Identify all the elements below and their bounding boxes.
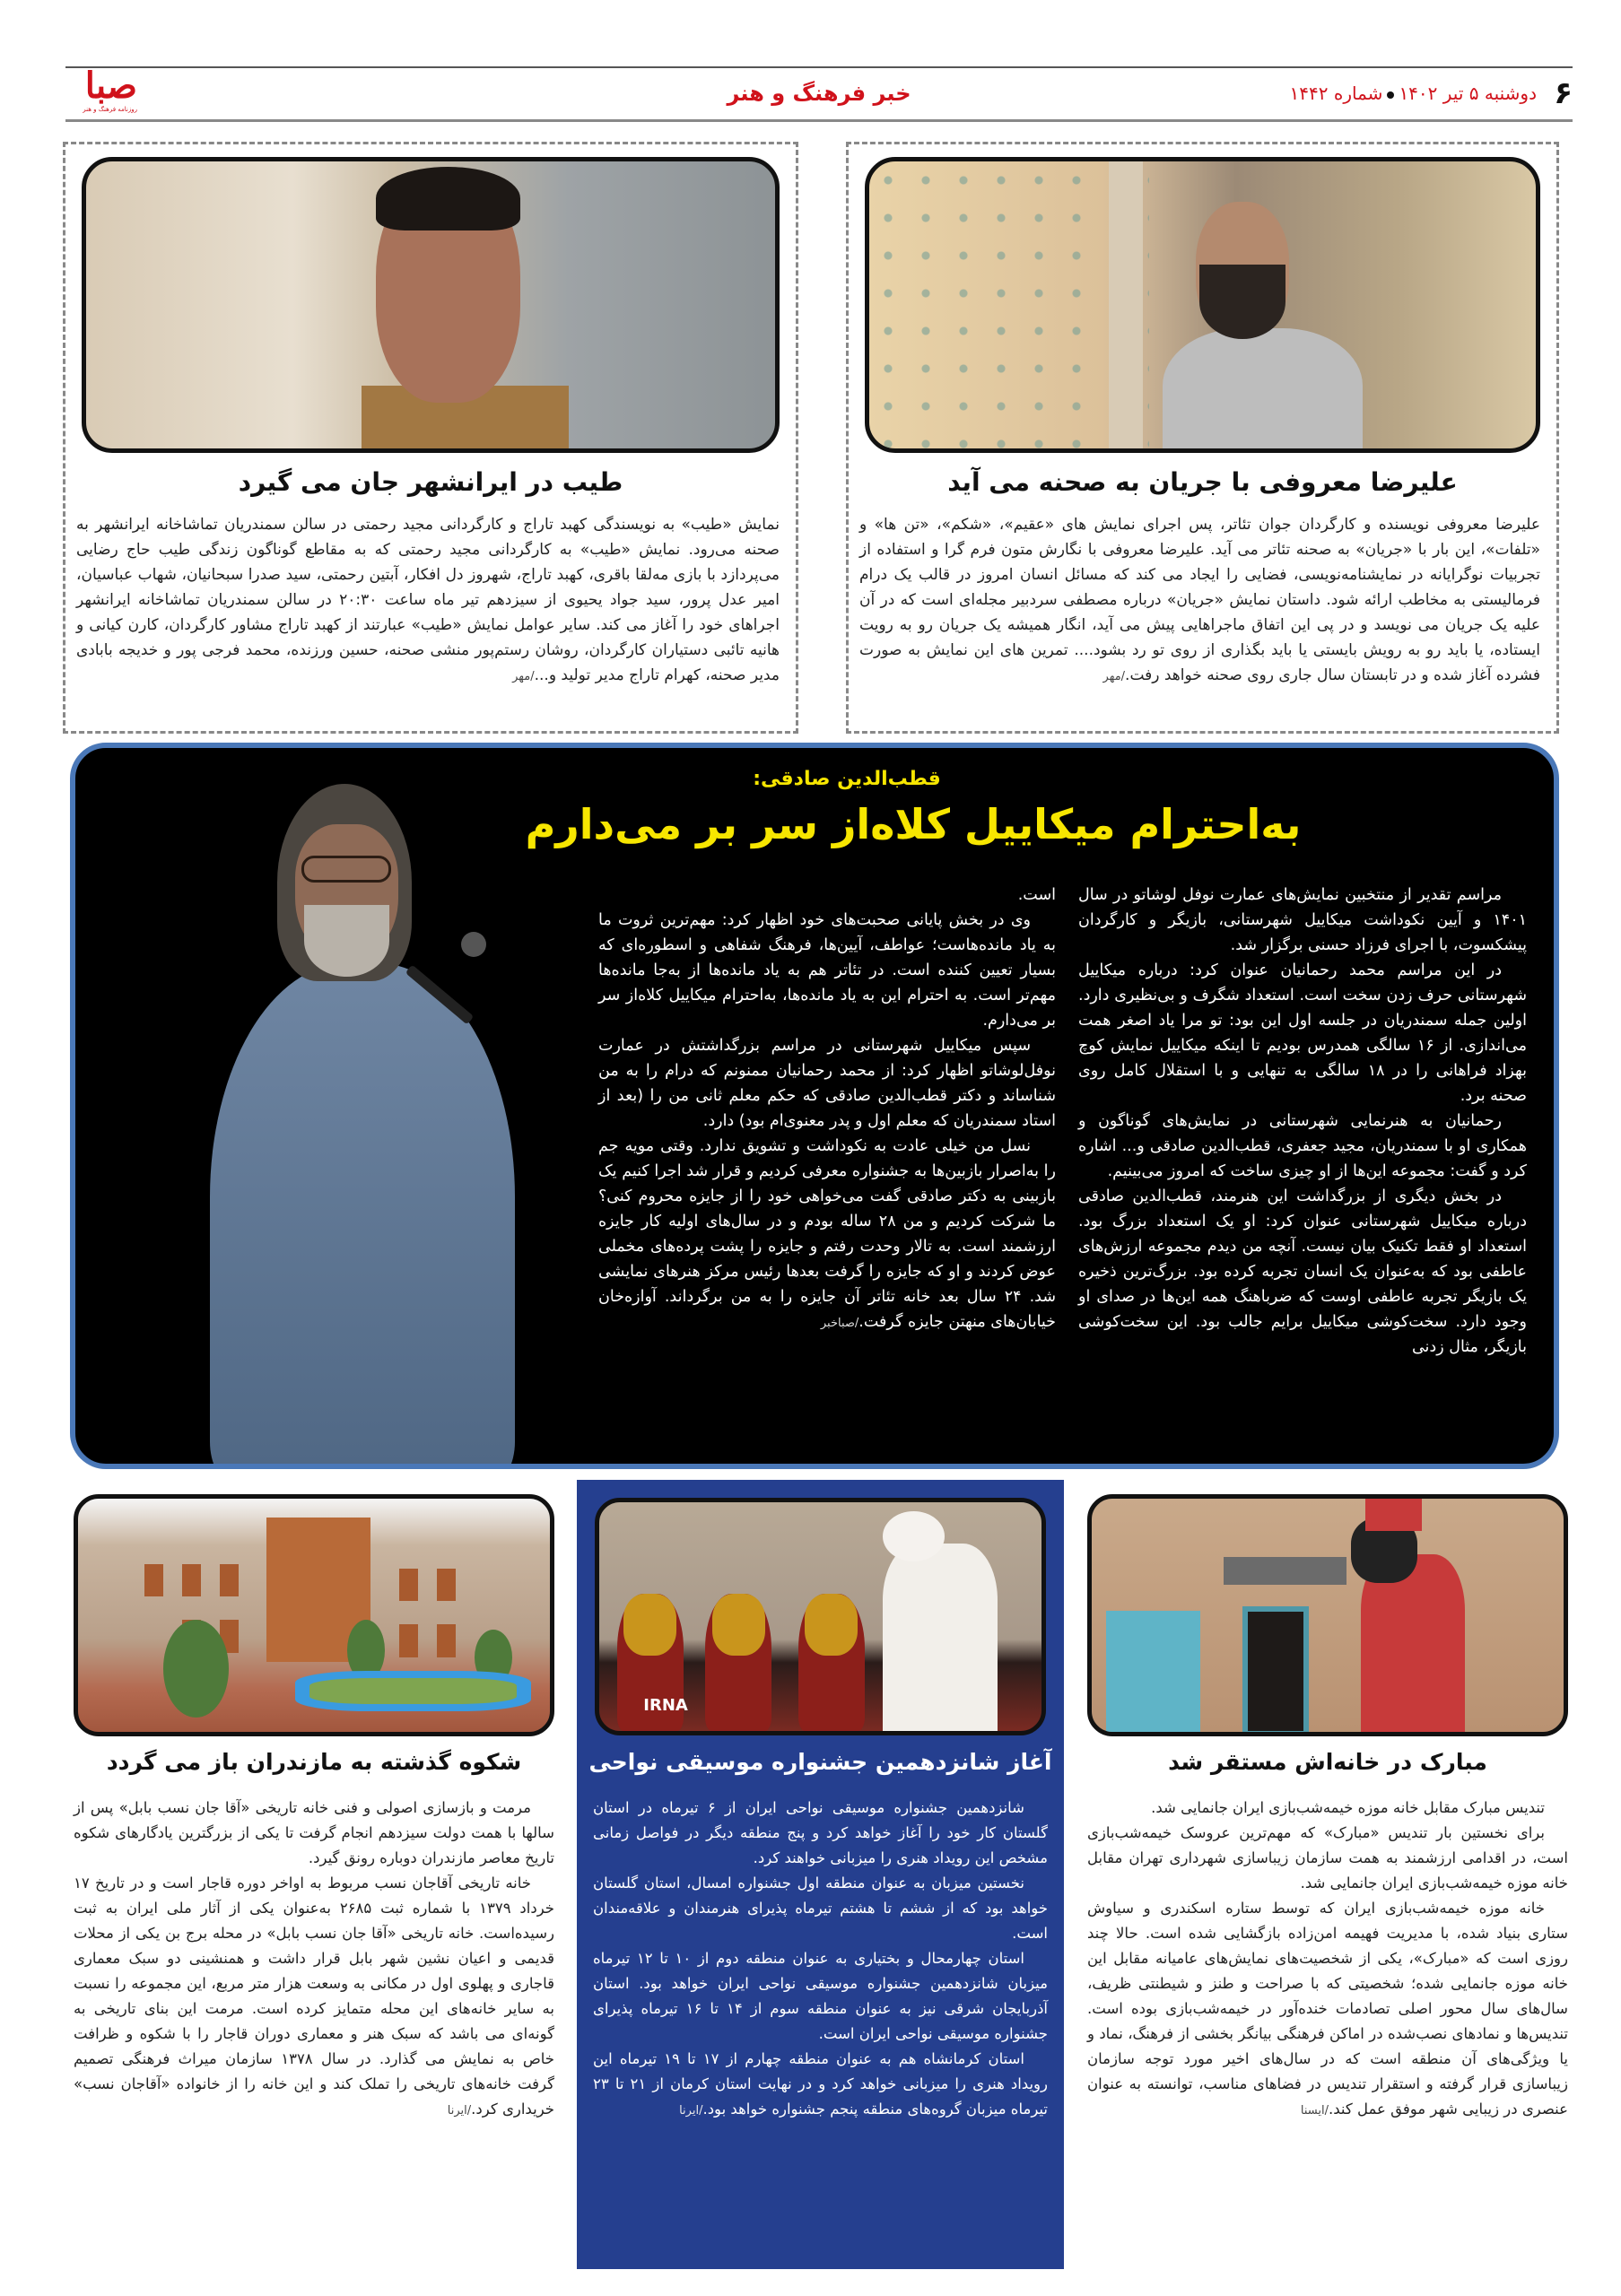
feature-kicker: قطب‌الدین صادقی: — [753, 768, 941, 790]
page-number: ۶ — [1554, 75, 1573, 111]
photo-alireza-marufi — [865, 157, 1540, 453]
newspaper-logo[interactable] — [65, 66, 137, 117]
article-body: نمایش «طیب» به نویسندگی کهبد تاراج و کارگردانی مجید رحمتی در سالن سمندریان تماشاخانه ایرانشهر به صحنه می‌رود. نمایش «طیب» به کارگردانی مجید رحمتی که به مقاطع گوناگون زندگی طیب حاج رضایی می‌پردازد با بازی مه‌لقا باقری، کهبد تاراج، شهروز دل افکار، آبتین رحمتی، سید صدرا سبحانیان، شهاب عباسیان، امیر عدل پرور، سید جواد یحیوی از سیزدهم تیر ماه ساعت ۲۰:۳۰ در سالن سمندریان تماشاخانه ایرانشهر اجراهای خود را آغاز می کند. سایر عوامل نمایش «طیب» عبارتند از کهبد تاراج مشاور کارگردان، کارن کیانی و هانیه تائبی دستیاران کارگردان، روشان رستم‌پور منشی صحنه، حسین ورزنده، محمد فرجی پور و خدیجه بابادی مدیر صحنه، کهرام تاراج مدیر تولید و.../مهر — [76, 516, 780, 684]
article-mobarak — [1076, 1480, 1579, 2269]
issue-date: دوشنبه ۵ تیر ۱۴۰۲ — [1399, 83, 1537, 104]
article-title: شکوه گذشته به مازندران باز می گردد — [106, 1749, 522, 1775]
logo-tagline: روزنامه فرهنگ و هنر — [83, 106, 137, 113]
issue-number: شماره ۱۴۴۲ — [1289, 83, 1383, 104]
article-source: /ایسنا — [1300, 2104, 1329, 2118]
photo-credit-logo: IRNA — [643, 1696, 688, 1716]
article-body: علیرضا معروفی نویسنده و کارگردان جوان تئاتر، پس اجرای نمایش های «عقیم»، «شکم»، «تن ها» و «تلفات»، این بار با «جریان» به صحنه تئاتر می آید. علیرضا معروفی با نگارش متون فرم گرا و استفاده از تجربیات نوگرایانه در نمایشنامه‌نویسی، فضایی را ایجاد می کند که مسائل انسان امروز در قالب یک درام فرمالیستی به مخاطب ارائه شود. داستان نمایش «جریان» درباره مصطفی سردبیر مجله‌ای است که در آن علیه یک جریان می نویسد و در پی این اتفاق ماجراهایی پیش می آید، انگار همیشه یک جریان رو به رویت ایستاده، یا باید رو به رویش بایستی یا باید بگذاری از روی تو رد بشود.... تمرین های این نمایش به صورت فشرده آغاز شده و در تابستان سال جاری روی صحنه خواهد رفت./مهر — [859, 516, 1540, 684]
article-source: /ایرنا — [679, 2104, 703, 2118]
article-body: مرمت و بازسازی اصولی و فنی خانه تاریخی «آقا جان نسب بابل» پس از سالها با همت دولت سیزدهم انجام گرفت تا یکی از بزرگترین یادگارهای شکوه تاریخ معاصر مازندران دوباره رونق گیرد. خانه تاریخی آقاجان نسب مربوط به اواخر دوره قاجار است و در تاریخ ۱۷ خرداد ۱۳۷۹ با شماره ثبت ۲۶۸۵ به‌عنوان یکی از آثار ملی ایران به ثبت رسیده‌است. خانه تاریخی «آقا جان نسب بابل» در محله برج بن یکی از محلات قدیمی و اعیان نشین شهر بابل قرار داشت و همنشینی دو سبک معماری قاجاری و پهلوی اول در مکانی به وسعت هزار متر مربع، این مجموعه را نسبت به سایر خانه‌های این محله متمایز کرده است. مرمت این بنای تاریخی به گونه‌ای می باشد که سبک هنر و معماری دوران قاجار را با شکوه و ظرافت خاص به نمایش می گذارد. در سال ۱۳۷۸ سازمان میراث فرهنگی تصمیم گرفت خانه‌های تاریخی را تملک کند و این خانه را از خانواده «آقاجان نسب» خریداری کرد./ایرنا — [74, 1799, 555, 2118]
article-body: شانزدهمین جشنواره موسیقی نواحی ایران از ۶ تیرماه در استان گلستان کار خود را آغاز خواهد کرد و پنج منطقه دیگر در فواصل زمانی مشخص این رویداد هنری را میزبانی خواهند کرد. نخستین میزبان به عنوان منطقه اول جشنواره امسال، استان گلستان خواهد بود که از ششم تا هشتم تیرماه پذیرای هنرمندان و علاقه‌مندان است. استان چهارمحال و بختیاری به عنوان منطقه دوم از ۱۰ تا ۱۲ تیرماه میزبان شانزدهمین جشنواره موسیقی نواحی ایران خواهد بود. استان آذربایجان شرقی نیز به عنوان منطقه سوم از ۱۴ تا ۱۶ تیرماه پذیرای جشنواره موسیقی نواحی ایران است. استان کرمانشاه هم به عنوان منطقه چهارم از ۱۷ تا ۱۹ تیرماه این رویداد هنری را میزبانی خواهد کرد و در نهایت استان کرمان از ۲۱ تا ۲۳ تیرماه میزبان گروه‌های منطقه پنجم جشنواره خواهد بود./ایرنا — [593, 1799, 1049, 2118]
article-marufi — [846, 142, 1559, 734]
article-music-festival — [577, 1480, 1064, 2269]
page-header — [65, 65, 1573, 118]
feature-column-1: مراسم تقدیر از منتخبین نمایش‌های عمارت نوفل لوشاتو در سال ۱۴۰۱ و آیین نکوداشت میکاییل شهرستانی، بازیگر و کارگردان پیشکسوت، با اجرای فرزاد حسنی برگزار شد. در این مراسم محمد رحمانیان عنوان کرد: درباره میکاییل شهرستانی حرف زدن سخت است. استعداد شگرف و بی‌نظیری دارد. اولین جمله سمندریان در جلسه اول این بود: تو مرا یاد اصغر همت می‌اندازی. از ۱۶ سالگی همدرس بودیم تا اینکه میکاییل نمایش کوچ بهزاد فراهانی را در ۱۸ سالگی به تنهایی و با استقلال کامل روی صحنه برد. رحمانیان به هنرنمایی شهرستانی در نمایش‌های گوناگون و همکاری او با سمندریان، مجید جعفری، قطب‌الدین صادقی و... اشاره کرد و گفت: مجموعه این‌ها از او چیزی ساخت که امروز می‌بینیم. در بخش دیگری از بزرگداشت این هنرمند، قطب‌الدین صادقی درباره میکاییل شهرستانی عنوان کرد: او یک استعداد بزرگ بود. استعداد او فقط تکنیک بیان نیست. آنچه من دیدم مجموعه ارزش‌های عاطفی بود که به‌عنوان یک انسان تجربه کرده بود. بزرگ‌ترین ذخیره یک بازیگر تجربه عاطفی اوست که ضرباهنگ همه این‌ها در صدای او وجود دارد. سخت‌کوشی میکاییل برایم جالب بود. این سخت‌کوشی بازیگر، مثال زدنی — [1078, 886, 1527, 1356]
header-top-rule — [65, 66, 1573, 68]
article-title: علیرضا معروفی با جریان به صحنه می آید — [947, 467, 1458, 497]
feature-title: به‌احترام میکاییل کلاه‌از سر بر می‌دارم — [525, 800, 1302, 848]
article-mazandaran — [63, 1480, 565, 2269]
photo-historic-house — [74, 1494, 554, 1736]
logo-wordmark: صبا — [84, 65, 137, 107]
article-source: /ایرنا — [447, 2104, 472, 2118]
photo-mobarak-statue — [1087, 1494, 1568, 1736]
section-title: خبر فرهنگ و هنر — [727, 81, 911, 106]
photo-musicians — [595, 1498, 1046, 1735]
article-source: /مهر — [512, 670, 535, 683]
article-tayeb — [63, 142, 798, 734]
article-title: مبارک در خانه‌اش مستقر شد — [1168, 1749, 1487, 1775]
feature-article-sadeghi — [70, 743, 1559, 1469]
article-source: /صباخبر — [820, 1317, 859, 1330]
article-title: طیب در ایرانشهر جان می گیرد — [238, 467, 623, 497]
header-bottom-rule — [65, 119, 1573, 122]
article-source: /مهر — [1102, 670, 1126, 683]
article-title: آغاز شانزدهمین جشنواره موسیقی نواحی — [588, 1749, 1052, 1775]
feature-column-2: است. وی در بخش پایانی صحبت‌های خود اظهار کرد: مهم‌ترین ثروت ما به یاد مانده‌هاست؛ عواطف، آیین‌ها، فرهنگ شفاهی و اسطوره‌ای که بسیار تعیین کننده است. در تئاتر هم به یاد مانده‌ها از به‌جا مانده‌ها مهم‌تر است. به احترام این به یاد مانده‌ها، به‌احترام میکاییل کلاه‌از سر بر می‌دارم. سپس میکاییل شهرستانی در مراسم بزرگداشتش در عمارت نوفل‌لوشاتو اظهار کرد: از محمد رحمانیان ممنونم که درام را به من شناساند و دکتر قطب‌الدین صادقی که حکم معلم ثانی من را (بعد از استاد سمندریان که معلم اول و پدر معنوی‌ام بود) دارد. نسل من خیلی عادت به نکوداشت و تشویق ندارد. وقتی مویه جم را به‌اصرار بازبین‌ها به جشنواره معرفی کردیم و قرار شد اجرا کنیم یک بازبینی به دکتر صادقی گفت می‌خواهی خود را از جایزه محروم کنی؟ ما شرکت کردیم و من ۲۸ ساله بودم و در سال‌های اولیه کار جایزه ارزشمند است. به تالار وحدت رفتم و جایزه را پشت پرده‌های مخملی عوض کردند و او که جایزه را گرفت بعدها رئیس مرکز هنرهای نمایشی شد. ۲۴ سال بعد خانه تئاتر آن جایزه را به من برگرداند. آوازه‌خان خیابان‌های منهتن جایزه گرفت./صباخبر — [598, 886, 1056, 1331]
article-body: تندیس مبارک مقابل خانه موزه خیمه‌شب‌بازی ایران جانمایی شد. برای نخستین بار تندیس «مبارک» که مهم‌ترین عروسک خیمه‌شب‌بازی است، در اقدامی ارزشمند به همت سازمان زیباسازی شهرداری تهران مقابل خانه موزه خیمه‌شب‌بازی ایران جانمایی شد. خانه موزه خیمه‌شب‌بازی ایران که توسط ستاره اسکندری و سیاوش ستاری بنیاد شده، با مدیریت فهیمه امن‌زاده بازگشایی شده است. حالا چند روزی است که «مبارک»، یکی از شخصیت‌های نمایش‌های عامیانه مقابل این خانه موزه جانمایی شده؛ شخصیتی که با صراحت و طنز و شیطنتی ظریف، سال‌های سال محور اصلی تصادمات خنده‌آور در خیمه‌شب‌بازی بوده است. تندیس‌ها و نمادهای نصب‌شده در اماکن فرهنگی بیانگر بخشی از فرهنگ، نماد و یا ویژگی‌های آن منطقه است که در سال‌های اخیر مورد توجه سازمان زیباسازی قرار گرفته و استقرار تندیس در فضاهای مناسب، توانسته به عنوان عنصری در زیبایی شهر موفق عمل کند./ایسنا — [1087, 1799, 1568, 2118]
photo-speaker-microphone — [75, 748, 614, 1469]
photo-actor-portrait — [82, 157, 780, 453]
